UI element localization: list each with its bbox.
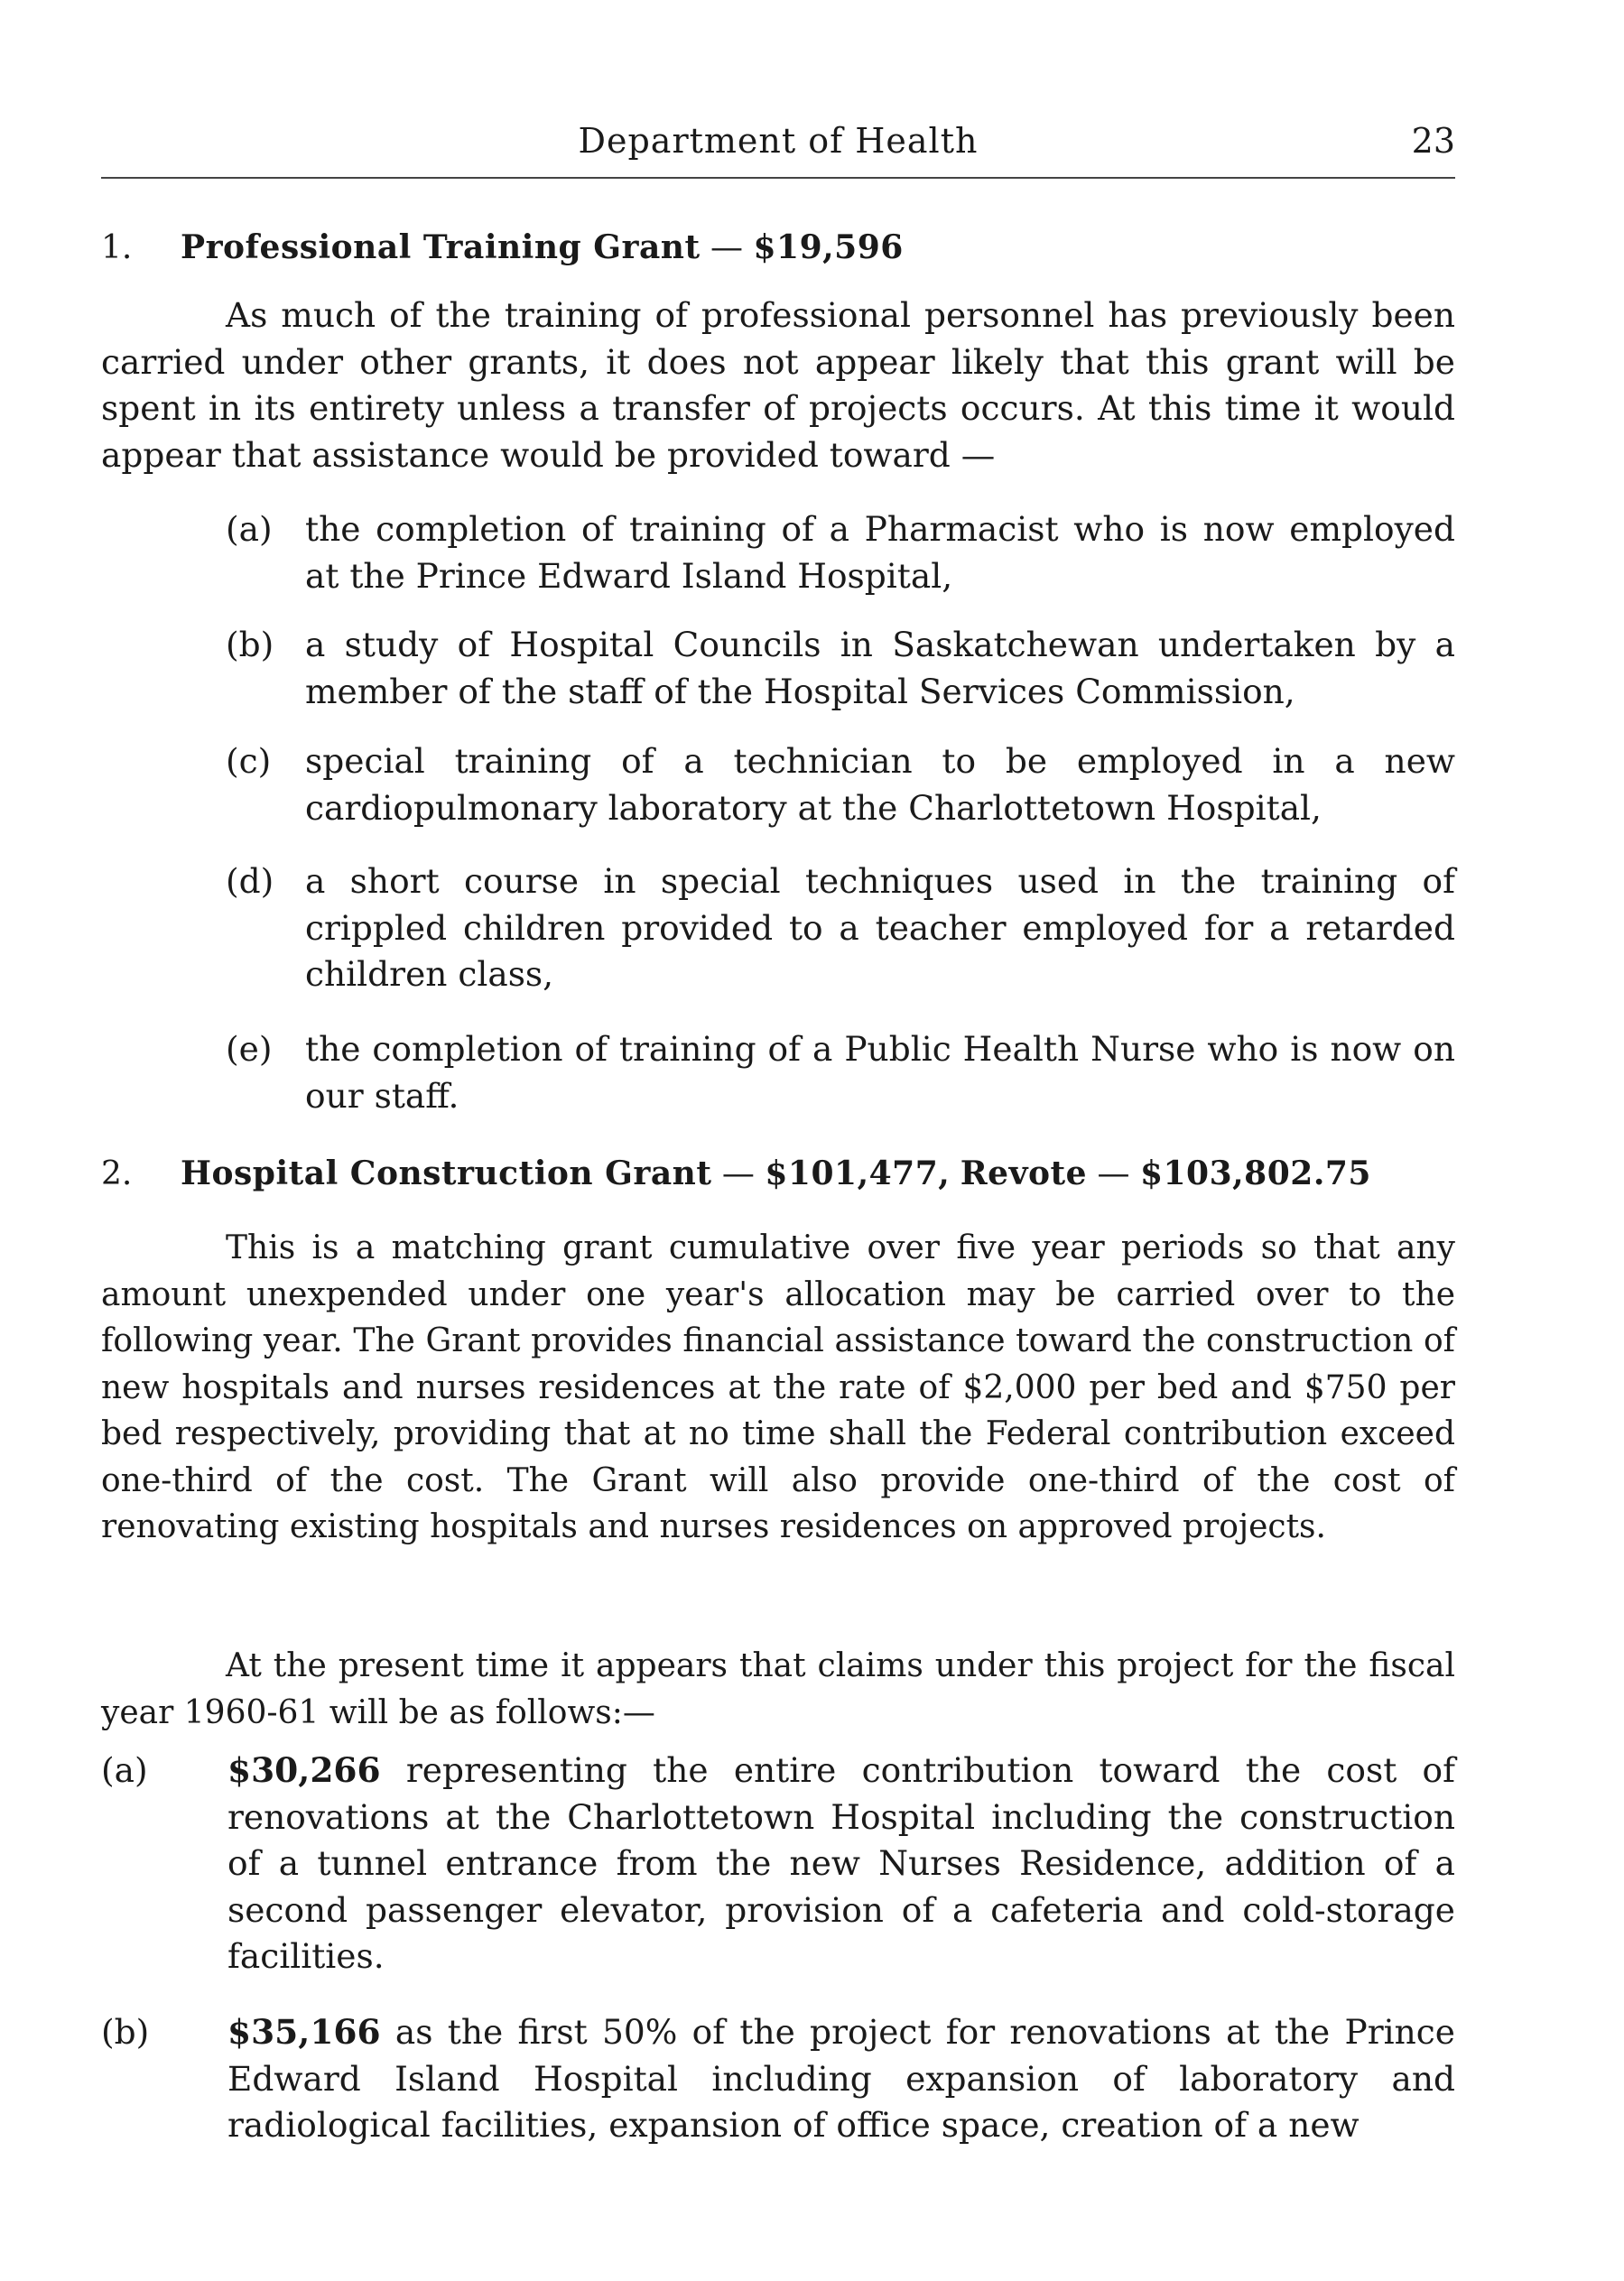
section-2-paragraph-1: This is a matching grant cumulative over five year periods so that any amount unexpended under one year's allocation may be carried over to the following year. The Grant provides financial assistance toward the construction of new hospitals and nurses residences at the rate of $2,000 per bed and $750 per bed respectively, providing that at no time shall the Federal contribution exceed one-third of the cost. The Grant will also provide one-third of the cost of renovating existing hospitals and nurses residences on approved projects. xyxy=(101,1229,1455,1545)
item-text: special training of a technician to be employed in a new cardiopulmonary laboratory at the Charlottetown Hospital, xyxy=(305,741,1455,828)
section-2-claim-a xyxy=(101,1748,1455,1982)
claim-amount: $30,266 xyxy=(227,1750,381,1790)
claim-label: (b) xyxy=(101,2012,150,2052)
item-text: a study of Hospital Councils in Saskatchewan undertaken by a member of the staff of the Hospital Services Commission, xyxy=(305,625,1455,711)
section-2-amount: $101,477, xyxy=(765,1154,951,1192)
section-2-paragraph-2: At the present time it appears that claims under this project for the fiscal year 1960-61 will be as follows:— xyxy=(101,1647,1455,1731)
section-2-dash: — xyxy=(721,1155,755,1192)
claim-label: (a) xyxy=(101,1750,148,1790)
section-2-title: Hospital Construction Grant xyxy=(181,1154,712,1192)
section-1-item-d xyxy=(226,858,1455,999)
claim-text: representing the entire contribution toward the cost of renovations at the Charlottetown Hospital including the construction of a tunnel entrance from the new Nurses Residence, addition of a second passenger elevator, provision of a cafeteria and cold-storage facilities. xyxy=(227,1750,1455,1976)
section-1-dash: — xyxy=(710,229,744,266)
section-2-number: 2. xyxy=(101,1155,133,1192)
claim-body xyxy=(227,1748,1455,1980)
section-1-item-a xyxy=(226,506,1455,600)
section-2-revote-amount: $103,802.75 xyxy=(1139,1154,1371,1192)
section-1-item-c xyxy=(226,738,1455,832)
section-1-paragraph: As much of the training of professional personnel has previously been carried under other grants, it does not appear likely that this grant will be spent in its entirety unless a transfer of projects occurs. At this time it would appear that assistance would be provided toward — xyxy=(101,295,1455,475)
section-1-number: 1. xyxy=(101,229,133,266)
item-text: the completion of training of a Pharmacist who is now employed at the Prince Edward Island Hospital, xyxy=(305,509,1455,596)
section-2-dash-2: — xyxy=(1097,1155,1130,1192)
item-label: (b) xyxy=(226,625,274,664)
item-text: a short course in special techniques used in the training of crippled children provided to a teacher employed for a retarded children class, xyxy=(305,861,1455,994)
item-label: (a) xyxy=(226,509,273,549)
running-head xyxy=(101,116,1455,166)
section-1-item-e xyxy=(226,1026,1455,1120)
claim-body xyxy=(227,2009,1455,2149)
section-2-revote-label: Revote xyxy=(960,1154,1088,1192)
section-1-heading xyxy=(101,224,1455,272)
section-2-claim-b xyxy=(101,2009,1455,2150)
header-rule xyxy=(101,177,1455,179)
item-label: (d) xyxy=(226,861,274,901)
page-number: 23 xyxy=(1411,121,1455,161)
item-label: (c) xyxy=(226,741,272,781)
claim-text: as the first 50% of the project for renovations at the Prince Edward Island Hospital including expansion of laboratory and radiological facilities, expansion of office space, creation of a new xyxy=(227,2012,1455,2145)
section-2-heading xyxy=(101,1150,1455,1198)
running-title: Department of Health xyxy=(578,121,979,161)
section-1-amount: $19,596 xyxy=(753,228,904,266)
section-1-title: Professional Training Grant xyxy=(181,228,701,266)
claim-amount: $35,166 xyxy=(227,2012,381,2052)
item-label: (e) xyxy=(226,1029,273,1069)
section-1-item-b xyxy=(226,622,1455,716)
item-text: the completion of training of a Public Health Nurse who is now on our staff. xyxy=(305,1029,1455,1116)
